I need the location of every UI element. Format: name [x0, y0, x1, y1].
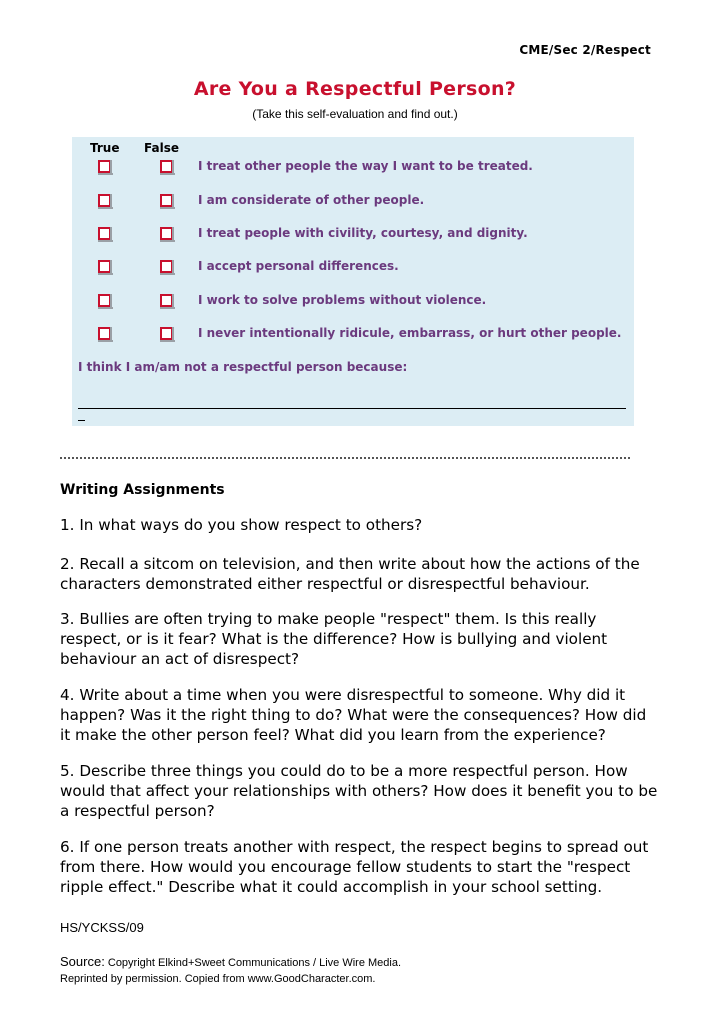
document-code-tag: CME/Sec 2/Respect	[519, 43, 651, 57]
self-evaluation-panel	[72, 137, 634, 426]
because-prompt: I think I am/am not a respectful person because:	[78, 360, 408, 374]
true-checkbox[interactable]	[98, 227, 111, 240]
evaluation-row	[72, 224, 634, 246]
source-label: Source:	[60, 954, 105, 969]
course-code: HS/YCKSS/09	[60, 920, 144, 935]
evaluation-statement: I treat other people the way I want to be treated.	[198, 159, 533, 173]
assignment-item: 4. Write about a time when you were disrespectful to someone. Why did it happen? Was it the right thing to do? What were the consequences? How did it make the other person feel? What did you learn from the experience?	[60, 686, 647, 744]
evaluation-statement: I accept personal differences.	[198, 259, 399, 273]
true-checkbox[interactable]	[98, 327, 111, 340]
assignment-item: 6. If one person treats another with respect, the respect begins to spread out from there. How would you encourage fellow students to start the "respect ripple effect." Describe what it could accomplish in your school setting.	[60, 838, 649, 896]
true-column-header: True	[90, 141, 120, 155]
dotted-divider	[60, 457, 630, 459]
assignment-item: 3. Bullies are often trying to make people "respect" them. Is this really respect, or is it fear? What is the difference? How is bullying and violent behaviour an act of disrespect?	[60, 610, 608, 668]
answer-line[interactable]	[78, 408, 626, 409]
assignment-item: 2. Recall a sitcom on television, and then write about how the actions of the characters demonstrated either respectful or disrespectful behaviour.	[60, 555, 640, 593]
source-copyright: Copyright Elkind+Sweet Communications / Live Wire Media.	[107, 957, 402, 969]
true-checkbox[interactable]	[98, 260, 111, 273]
writing-assignments-heading: Writing Assignments	[60, 482, 225, 498]
page-title: Are You a Respectful Person?	[193, 78, 517, 100]
evaluation-row	[72, 324, 634, 346]
false-checkbox[interactable]	[160, 294, 173, 307]
true-checkbox[interactable]	[98, 194, 111, 207]
evaluation-row	[72, 257, 634, 279]
assignment-item: 1. In what ways do you show respect to others?	[60, 516, 423, 534]
evaluation-row	[72, 291, 634, 313]
false-checkbox[interactable]	[160, 227, 173, 240]
page-subtitle: (Take this self-evaluation and find out.)	[252, 107, 458, 121]
true-checkbox[interactable]	[98, 160, 111, 173]
evaluation-row	[72, 157, 634, 179]
true-checkbox[interactable]	[98, 294, 111, 307]
evaluation-statement: I never intentionally ridicule, embarrass, or hurt other people.	[198, 326, 622, 340]
source-permission: Reprinted by permission. Copied from www.GoodCharacter.com.	[60, 973, 376, 985]
evaluation-statement: I work to solve problems without violence.	[198, 293, 487, 307]
evaluation-row	[72, 191, 634, 213]
false-checkbox[interactable]	[160, 194, 173, 207]
false-checkbox[interactable]	[160, 327, 173, 340]
false-checkbox[interactable]	[160, 160, 173, 173]
assignment-item: 5. Describe three things you could do to be a more respectful person. How would that affect your relationships with others? How does it benefit you to be a respectful person?	[60, 762, 658, 820]
false-column-header: False	[144, 141, 179, 155]
evaluation-statement: I treat people with civility, courtesy, and dignity.	[198, 226, 528, 240]
answer-line-continuation	[78, 420, 85, 421]
false-checkbox[interactable]	[160, 260, 173, 273]
evaluation-statement: I am considerate of other people.	[198, 193, 425, 207]
source-citation	[60, 954, 401, 987]
